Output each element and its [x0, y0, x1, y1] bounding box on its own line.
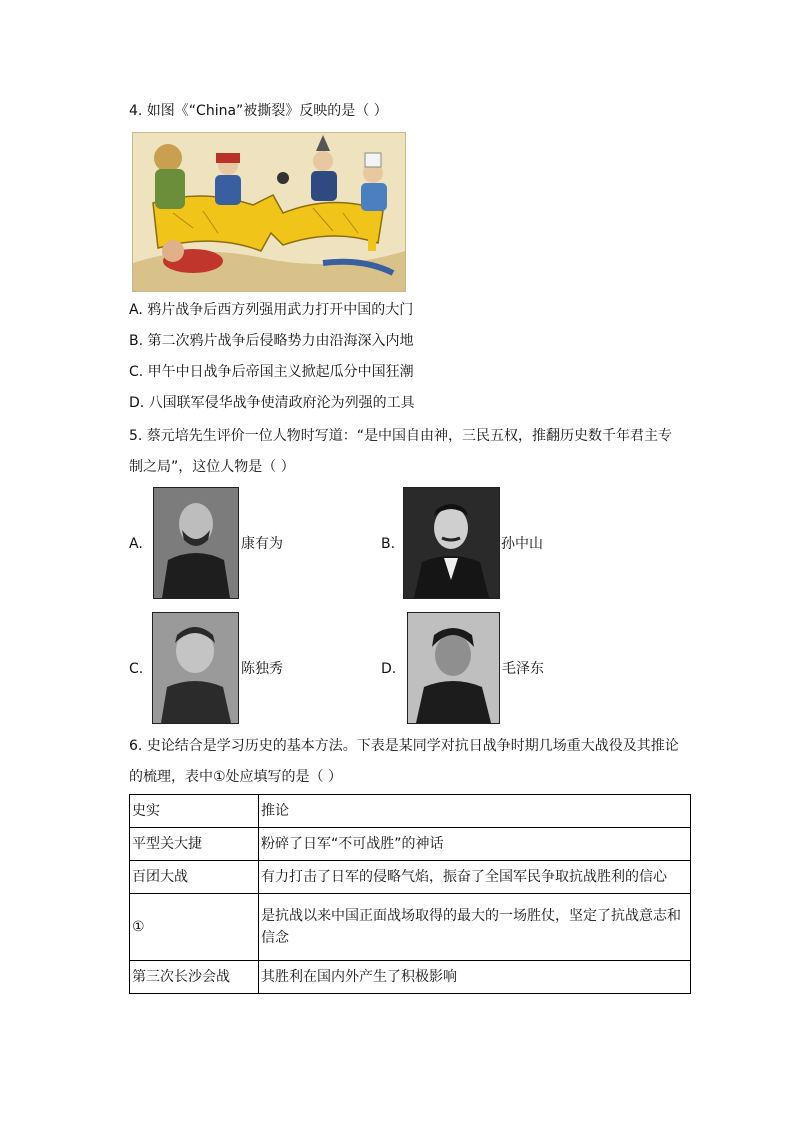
- table-cell-inference: 其胜利在国内外产生了积极影响: [259, 961, 691, 994]
- q5-stem-line1: 5. 蔡元培先生评价一位人物时写道：“是中国自由神，三民五权，推翻历史数千年君主专: [129, 428, 673, 444]
- header-facts: 史实: [130, 795, 259, 828]
- q5-option-c-name: 陈独秀: [241, 661, 283, 677]
- q5-option-a-letter: A.: [129, 536, 143, 552]
- table-row: [130, 961, 691, 994]
- table-cell-fact: 平型关大捷: [130, 828, 259, 861]
- portrait-chen-duxiu: [152, 612, 239, 724]
- q6-stem-line2: 的梳理，表中①处应填写的是（ ）: [129, 769, 343, 785]
- table-cell-inference: 粉碎了日军“不可战胜”的神话: [259, 828, 691, 861]
- table-cell-fact: ①: [130, 894, 259, 961]
- china-torn-cartoon: [132, 132, 406, 292]
- q5-option-d-letter: D.: [381, 661, 397, 677]
- q5-option-c-letter: C.: [129, 661, 144, 677]
- q5-stem-line2: 制之局”，这位人物是（ ）: [129, 459, 295, 475]
- table-header-row: [130, 795, 691, 828]
- table-cell-fact: 百团大战: [130, 861, 259, 894]
- table-row: [130, 828, 691, 861]
- q5-option-d-name: 毛泽东: [502, 661, 544, 677]
- q6-stem-line1: 6. 史论结合是学习历史的基本方法。下表是某同学对抗日战争时期几场重大战役及其推论: [129, 738, 679, 754]
- q4-option-a: A. 鸦片战争后西方列强用武力打开中国的大门: [129, 302, 414, 318]
- table-cell-fact: 第三次长沙会战: [130, 961, 259, 994]
- table-row: [130, 861, 691, 894]
- portrait-kang-youwei: [153, 487, 239, 599]
- portrait-sun-yat-sen: [403, 487, 500, 599]
- table-cell-inference: 是抗战以来中国正面战场取得的最大的一场胜仗，坚定了抗战意志和信念: [259, 894, 691, 961]
- q4-option-c: C. 甲午中日战争后帝国主义掀起瓜分中国狂潮: [129, 364, 414, 380]
- q5-option-b-name: 孙中山: [501, 536, 543, 552]
- header-inference: 推论: [259, 795, 691, 828]
- table-row: [130, 894, 691, 961]
- q4-option-b: B. 第二次鸦片战争后侵略势力由沿海深入内地: [129, 333, 414, 349]
- facts-inference-table: [129, 794, 691, 994]
- table-cell-inference: 有力打击了日军的侵略气焰，振奋了全国军民争取抗战胜利的信心: [259, 861, 691, 894]
- portrait-mao-zedong: [407, 612, 500, 724]
- q5-option-a-name: 康有为: [241, 536, 283, 552]
- q4-stem: 4. 如图《“China”被撕裂》反映的是（ ）: [129, 103, 388, 119]
- q4-option-d: D. 八国联军侵华战争使清政府沦为列强的工具: [129, 395, 415, 411]
- q5-option-b-letter: B.: [381, 536, 396, 552]
